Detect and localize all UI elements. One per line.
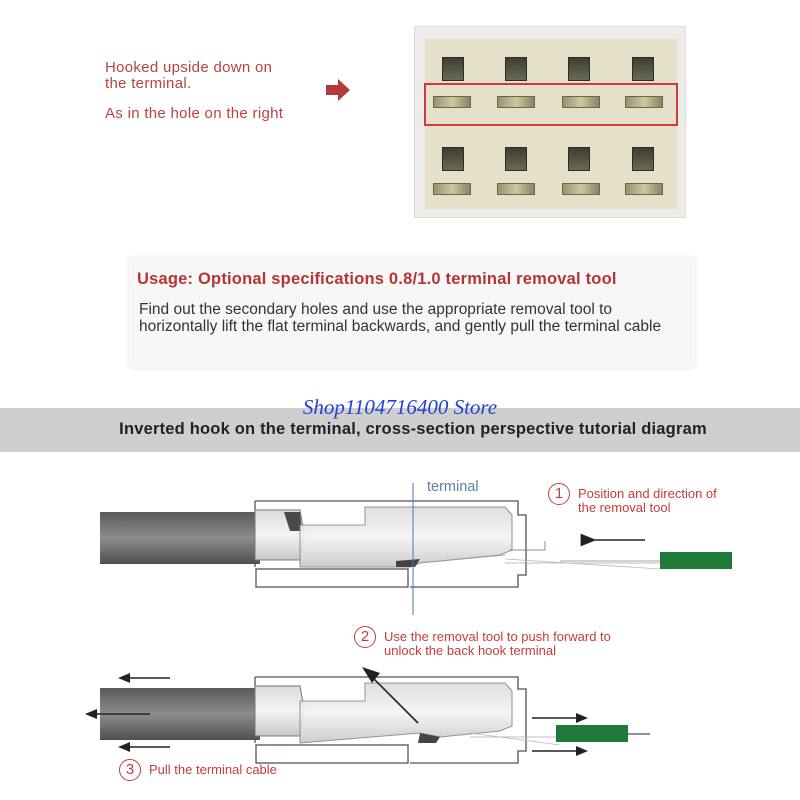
figure-2 <box>85 667 650 763</box>
secondary-slot <box>433 183 471 195</box>
square-hole <box>505 57 527 81</box>
red-arrow-right-icon <box>326 78 350 102</box>
usage-box <box>129 258 695 368</box>
step-3-number: 3 <box>119 759 141 781</box>
hook-note-line2: the terminal. <box>105 75 192 92</box>
usage-body: Find out the secondary holes and use the appropriate removal tool to horizontally lift the flat terminal backwards, and gently pull the terminal cable <box>139 301 662 335</box>
square-hole <box>505 147 527 171</box>
step-2-number: 2 <box>354 626 376 648</box>
step-1-line1: Position and direction of <box>578 486 717 501</box>
banner-title: Inverted hook on the terminal, cross-section perspective tutorial diagram <box>119 420 707 438</box>
square-hole <box>632 147 654 171</box>
secondary-slot <box>562 183 600 195</box>
removal-tool-handle <box>660 552 732 569</box>
hook-note-line1: Hooked upside down on <box>105 59 273 76</box>
square-hole <box>568 147 590 171</box>
terminal-body <box>300 507 512 567</box>
usage-title: Usage: Optional specifications 0.8/1.0 terminal removal tool <box>137 270 617 288</box>
step-1-number: 1 <box>548 483 570 505</box>
square-hole <box>632 57 654 81</box>
step-2-line1: Use the removal tool to push forward to <box>384 629 611 644</box>
step-3-text: Pull the terminal cable <box>149 762 277 777</box>
cross-section-diagram <box>0 455 800 800</box>
store-watermark: Shop1104716400 Store <box>302 395 498 419</box>
step-1-text <box>578 487 717 514</box>
secondary-slot <box>625 183 663 195</box>
hook-note <box>105 60 283 122</box>
removal-tool-handle <box>556 725 628 742</box>
step-2-line2: unlock the back hook terminal <box>384 642 556 658</box>
square-hole <box>442 57 464 81</box>
step-1-line2: the removal tool <box>578 499 671 515</box>
cable <box>100 512 260 564</box>
secondary-slot <box>497 183 535 195</box>
step-2-text <box>384 630 611 657</box>
highlight-box <box>424 83 678 126</box>
hook-note-line3: As in the hole on the right <box>105 105 284 122</box>
terminal-label: terminal <box>427 479 479 495</box>
square-hole <box>568 57 590 81</box>
square-hole <box>442 147 464 171</box>
